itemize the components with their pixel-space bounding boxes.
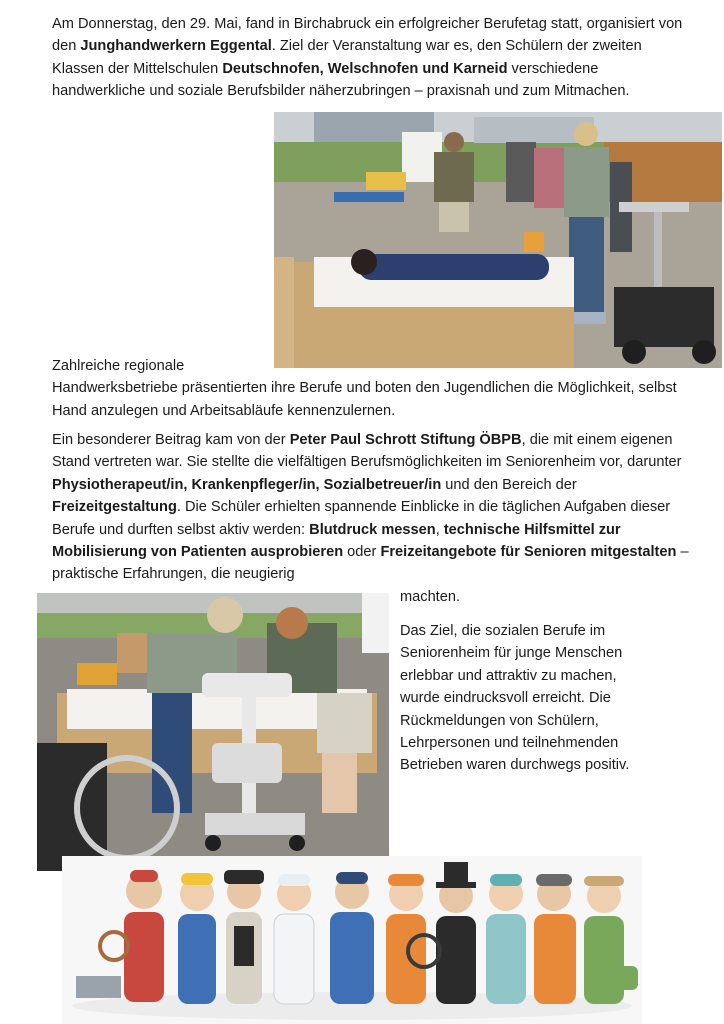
- bold-blood-pressure: Blutdruck messen: [309, 521, 436, 538]
- text-span: oder: [343, 544, 381, 561]
- text-span: ,: [435, 521, 444, 538]
- craftspeople-illustration: [62, 856, 642, 1024]
- text-span: Handwerksbetriebe präsentierten ihre Berufe und boten den Jugendlichen die Möglichkeit, selbst Hand anzulegen und Arbeitsabläufe kennenzulernen.: [52, 380, 677, 419]
- conclusion-paragraph: [400, 620, 660, 777]
- bold-mobility-aids: technische Hilfsmittel zur Mobilisierung von Patienten ausprobieren: [52, 521, 621, 561]
- text-span: Am Donnerstag, den 29. Mai, fand in Birchabruck ein erfolgreicher Berufetag statt, organisiert von den: [52, 16, 683, 55]
- text-span: . Die Schüler erhielten spannende Einblicke in die täglichen Aufgaben dieser Berufe und durften selbst aktiv werden:: [52, 499, 671, 538]
- text-span: Zahlreiche regionale: [52, 358, 185, 374]
- bold-leisure: Freizeitgestaltung: [52, 499, 177, 516]
- text-span: Das Ziel, die sozialen Berufe im Seniorenheim für junge Menschen erlebbar und attraktiv zu machen, wurde eindrucksvoll erreicht. Die Rückmeldungen von Schülern, Lehrpersonen und teilnehmenden Betrieben waren durchwegs positiv.: [400, 623, 630, 774]
- text-span: machten.: [400, 588, 461, 605]
- bold-schools: Deutschnofen, Welschnofen und Karneid: [222, 60, 508, 77]
- text-span: Ein besonderer Beitrag kam von der: [52, 432, 290, 448]
- photo-bed-demonstration: [274, 112, 722, 368]
- workshop-paragraph: [52, 355, 692, 422]
- text-span: , die mit einem eigenen Stand vertreten war. Sie stellte die vielfältigen Berufsmöglichkeiten im Seniorenheim vor, darunter: [52, 432, 682, 471]
- photo-patient-lift: [37, 593, 389, 871]
- text-span: . Ziel der Veranstaltung war es, den Schülern der zweiten Klassen der Mittelschulen: [52, 38, 642, 77]
- text-span: und den Bereich der: [441, 476, 577, 493]
- foundation-paragraph: [52, 429, 692, 608]
- bold-organizer: Junghandwerkern Eggental: [80, 38, 272, 55]
- bold-foundation-name: Peter Paul Schrott Stiftung ÖBPB: [289, 432, 522, 448]
- bold-leisure-offers: Freizeitangebote für Senioren mitgestalten: [380, 544, 677, 561]
- intro-paragraph: [52, 13, 692, 103]
- bold-professions: Physiotherapeut/in, Krankenpfleger/in, Sozialbetreuer/in: [52, 476, 442, 493]
- text-span: verschiedene handwerkliche und soziale Berufsbilder näherzubringen – praxisnah und zum Mitmachen.: [52, 60, 630, 100]
- text-span: – praktische Erfahrungen, die neugierig: [52, 544, 689, 583]
